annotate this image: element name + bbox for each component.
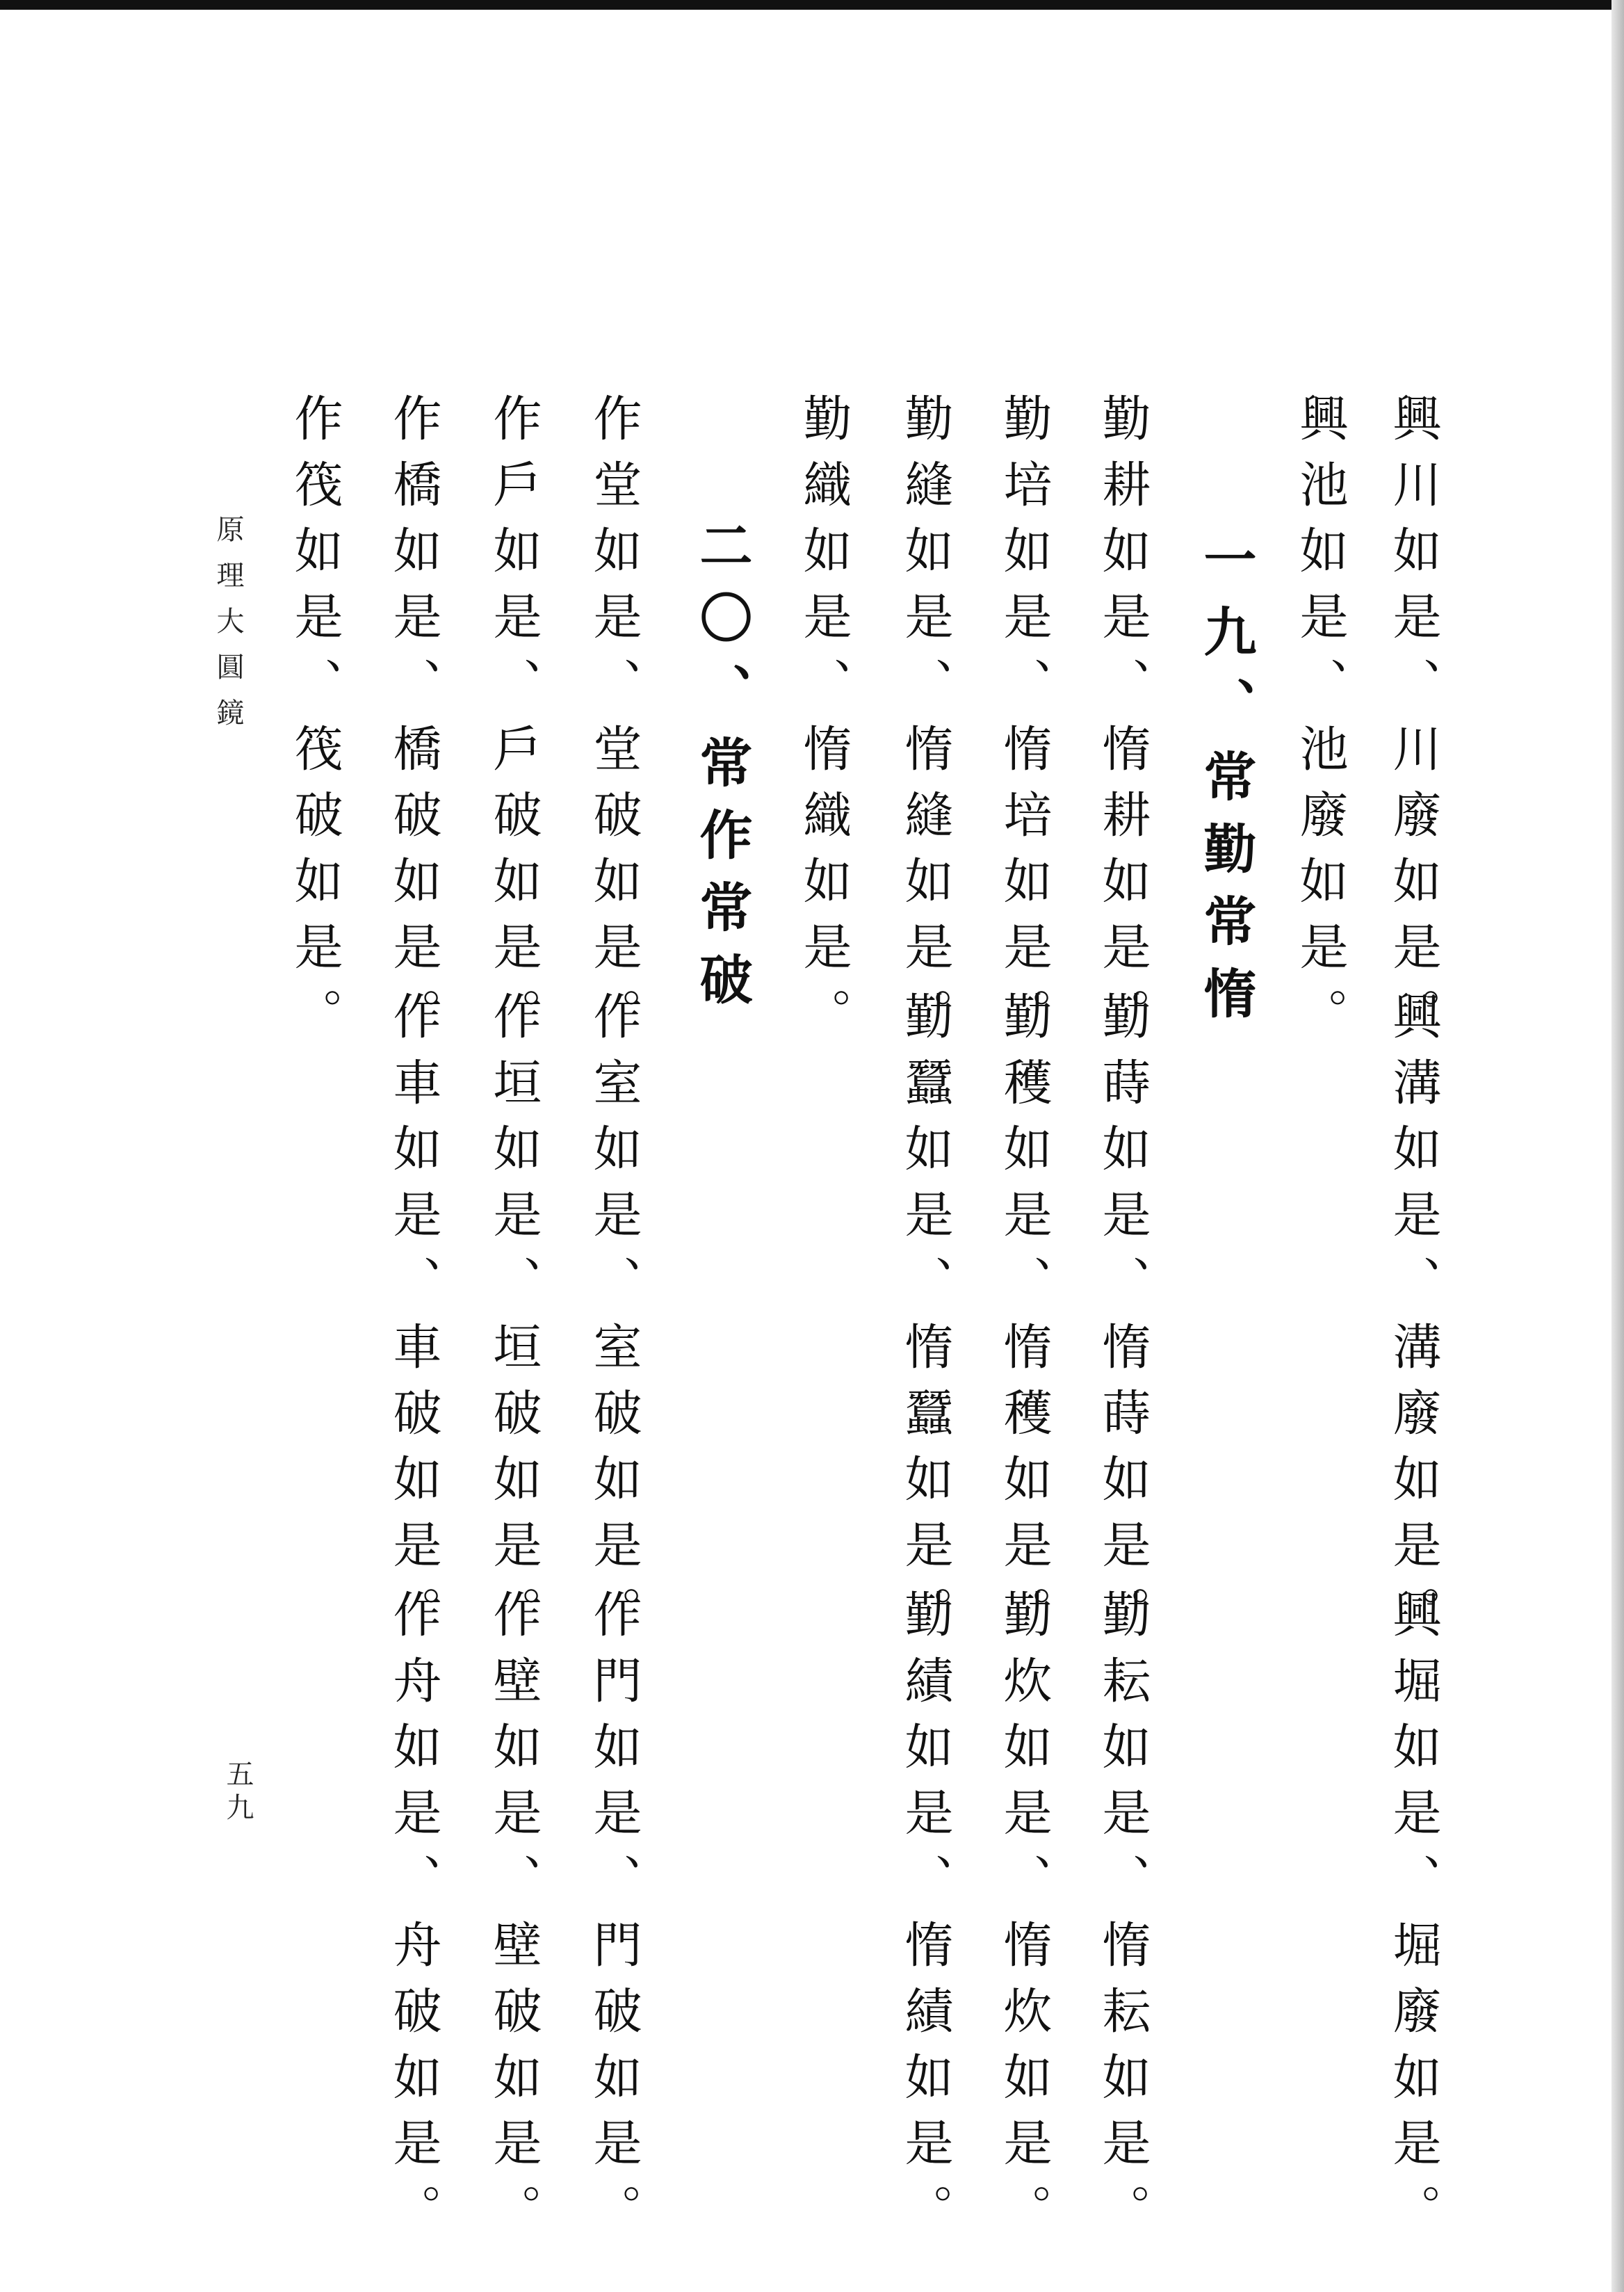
- text-line: 作壁如是、壁破如是。: [485, 1589, 542, 2250]
- text-line: 作舟如是、舟破如是。: [385, 1589, 442, 2250]
- text-line: 作車如是、車破如是。: [385, 991, 442, 1652]
- text-line: 興川如是、川廢如是。: [1385, 393, 1442, 1054]
- text-line: 興溝如是、溝廢如是。: [1385, 991, 1442, 1652]
- text-line: 興池如是、池廢如是。: [1292, 393, 1349, 1054]
- running-header: 原理大圓鏡: [212, 515, 244, 744]
- page-edge-shadow: [1611, 0, 1624, 2292]
- text-line: 作垣如是、垣破如是。: [485, 991, 542, 1652]
- text-line: 作門如是、門破如是。: [585, 1589, 642, 2250]
- text-line: 作堂如是、堂破如是。: [585, 393, 642, 1054]
- text-line: 勤穫如是、惰穫如是。: [996, 991, 1053, 1652]
- text-line: 勤培如是、惰培如是。: [996, 393, 1053, 1054]
- text-line: 勤績如是、惰績如是。: [897, 1589, 954, 2250]
- text-line: 勤蒔如是、惰蒔如是。: [1094, 991, 1151, 1652]
- page-number: 五九: [222, 1759, 254, 1826]
- text-line: 作室如是、室破如是。: [585, 991, 642, 1652]
- text-line: 作戶如是、戶破如是。: [485, 393, 542, 1054]
- section-heading: 一九、常勤常惰: [1195, 532, 1257, 1038]
- text-line: 勤耕如是、惰耕如是。: [1094, 393, 1151, 1054]
- page-top-border: [0, 0, 1624, 10]
- text-line: 作橋如是、橋破如是。: [385, 393, 442, 1054]
- text-line: 勤炊如是、惰炊如是。: [996, 1589, 1053, 2250]
- text-line: 興堀如是、堀廢如是。: [1385, 1589, 1442, 2250]
- text-line: 勤縫如是、惰縫如是。: [897, 393, 954, 1054]
- text-line: 作筏如是、筏破如是。: [286, 393, 343, 1054]
- text-line: 勤耘如是、惰耘如是。: [1094, 1589, 1151, 2250]
- section-heading: 二〇、常作常破: [691, 518, 753, 1024]
- text-line: 勤蠶如是、惰蠶如是。: [897, 991, 954, 1652]
- text-line: 勤織如是、惰織如是。: [795, 393, 852, 1054]
